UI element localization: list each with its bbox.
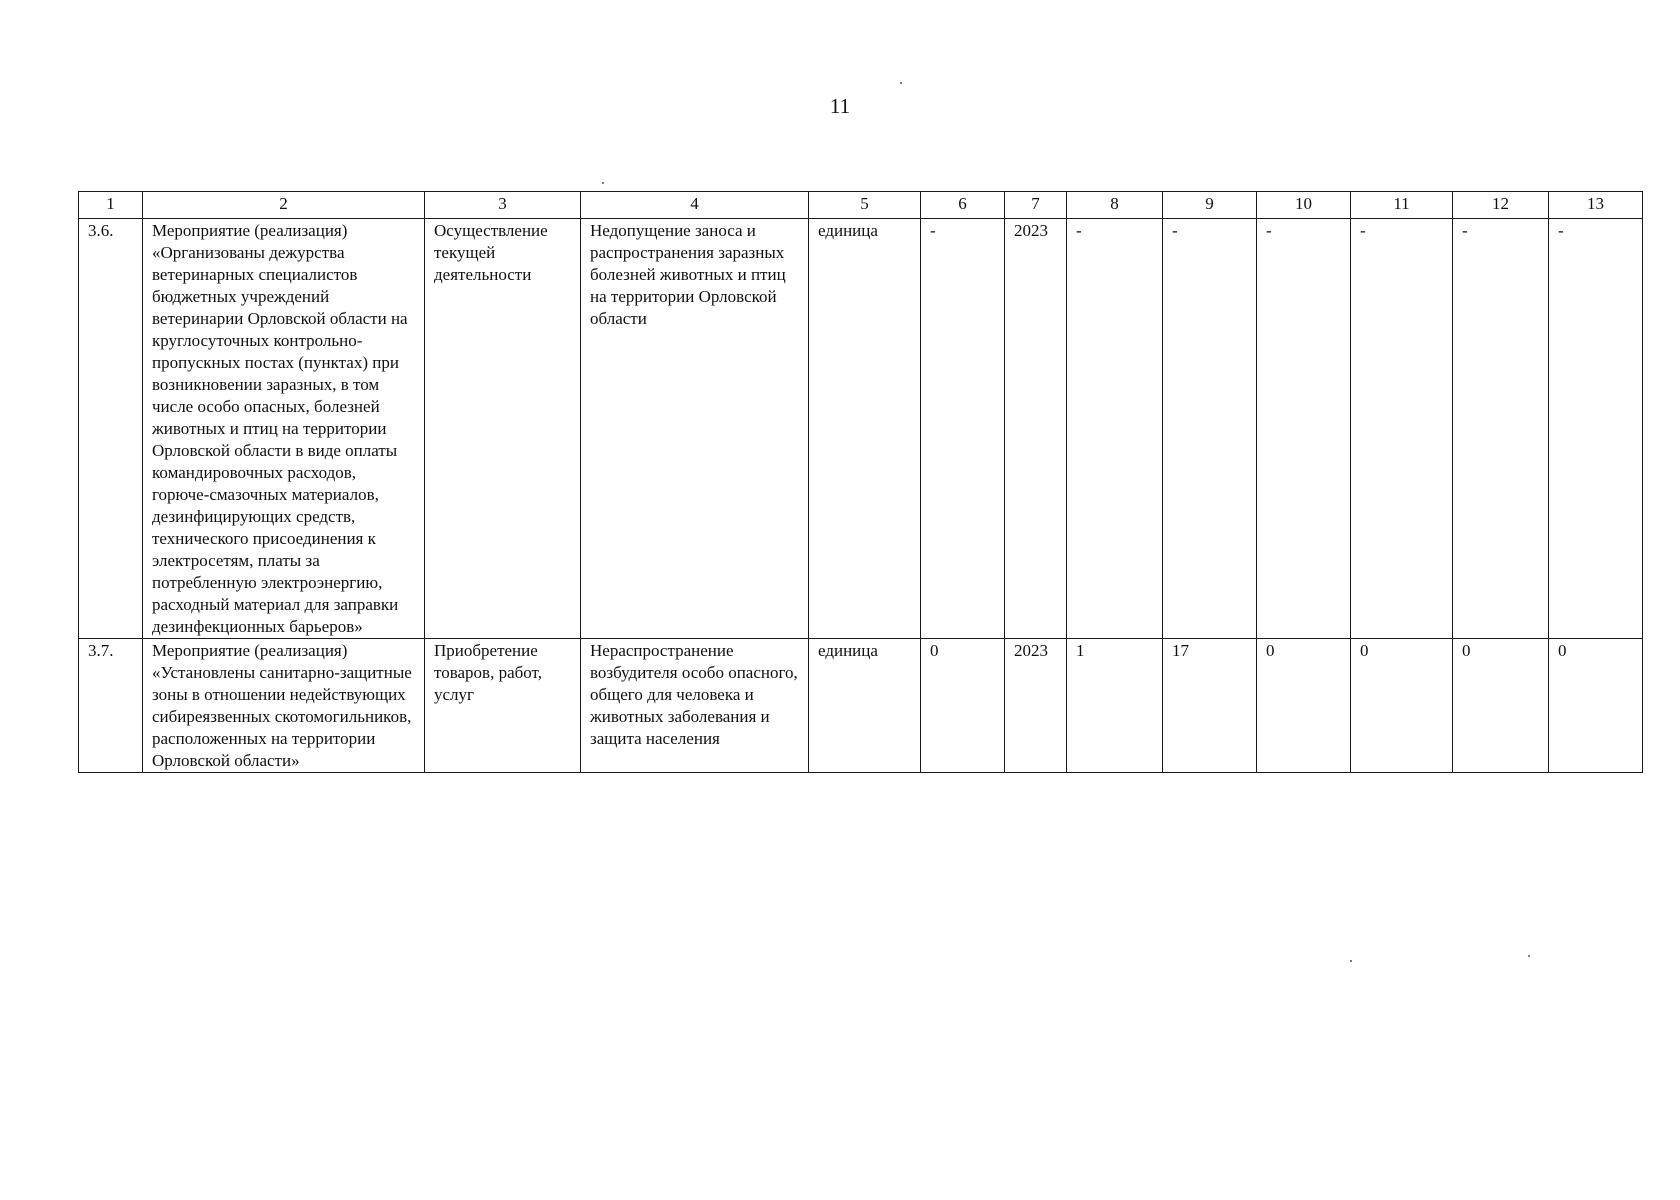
table-row [79, 639, 1643, 773]
value-cell: - [1257, 219, 1351, 639]
value-cell: 1 [1067, 639, 1163, 773]
column-header: 12 [1453, 192, 1549, 219]
value-cell: 0 [1453, 639, 1549, 773]
measure-description: Мероприятие (реализация) «Организованы дежурства ветеринарных специалистов бюджетных учреждений ветеринарии Орловской области на круглосуточных контрольно-пропускных постах (пунктах) при возникновении заразных, в том числе особо опасных, болезней животных и птиц на территории Орловской области в виде оплаты командировочных расходов, горюче-смазочных материалов, дезинфицирующих средств, технического присоединения к электросетям, платы за потребленную электроэнергию, расходный материал для заправки дезинфекционных барьеров» [143, 219, 425, 639]
column-header: 1 [79, 192, 143, 219]
page-number: 11 [829, 94, 851, 118]
column-header: 10 [1257, 192, 1351, 219]
scan-speck [900, 82, 902, 84]
column-header: 3 [425, 192, 581, 219]
row-number: 3.6. [79, 219, 143, 639]
measure-type: Осуществление текущей деятельности [425, 219, 581, 639]
unit-cell: единица [809, 639, 921, 773]
value-cell: - [1163, 219, 1257, 639]
measure-result: Недопущение заноса и распространения заразных болезней животных и птиц на территории Орловской области [581, 219, 809, 639]
table-header-row [79, 192, 1643, 219]
value-cell: - [1067, 219, 1163, 639]
value-cell: - [1549, 219, 1643, 639]
value-cell: 0 [1257, 639, 1351, 773]
table-row [79, 219, 1643, 639]
scan-speck [602, 182, 604, 184]
measure-description: Мероприятие (реализация) «Установлены санитарно-защитные зоны в отношении недействующих сибиреязвенных скотомогильников, расположенных на территории Орловской области» [143, 639, 425, 773]
column-header: 2 [143, 192, 425, 219]
measure-result: Нераспространение возбудителя особо опасного, общего для человека и животных заболевания и защита населения [581, 639, 809, 773]
column-header: 9 [1163, 192, 1257, 219]
value-cell: - [1351, 219, 1453, 639]
year-cell: 2023 [1005, 219, 1067, 639]
value-cell: - [1453, 219, 1549, 639]
value-cell: 0 [921, 639, 1005, 773]
column-header: 7 [1005, 192, 1067, 219]
value-cell: - [921, 219, 1005, 639]
column-header: 13 [1549, 192, 1643, 219]
column-header: 5 [809, 192, 921, 219]
row-number: 3.7. [79, 639, 143, 773]
scan-speck [1528, 955, 1530, 957]
column-header: 11 [1351, 192, 1453, 219]
scan-speck [1350, 960, 1352, 962]
value-cell: 0 [1351, 639, 1453, 773]
unit-cell: единица [809, 219, 921, 639]
column-header: 6 [921, 192, 1005, 219]
year-cell: 2023 [1005, 639, 1067, 773]
value-cell: 0 [1549, 639, 1643, 773]
measure-type: Приобретение товаров, работ, услуг [425, 639, 581, 773]
column-header: 8 [1067, 192, 1163, 219]
column-header: 4 [581, 192, 809, 219]
measures-table [78, 191, 1643, 773]
value-cell: 17 [1163, 639, 1257, 773]
